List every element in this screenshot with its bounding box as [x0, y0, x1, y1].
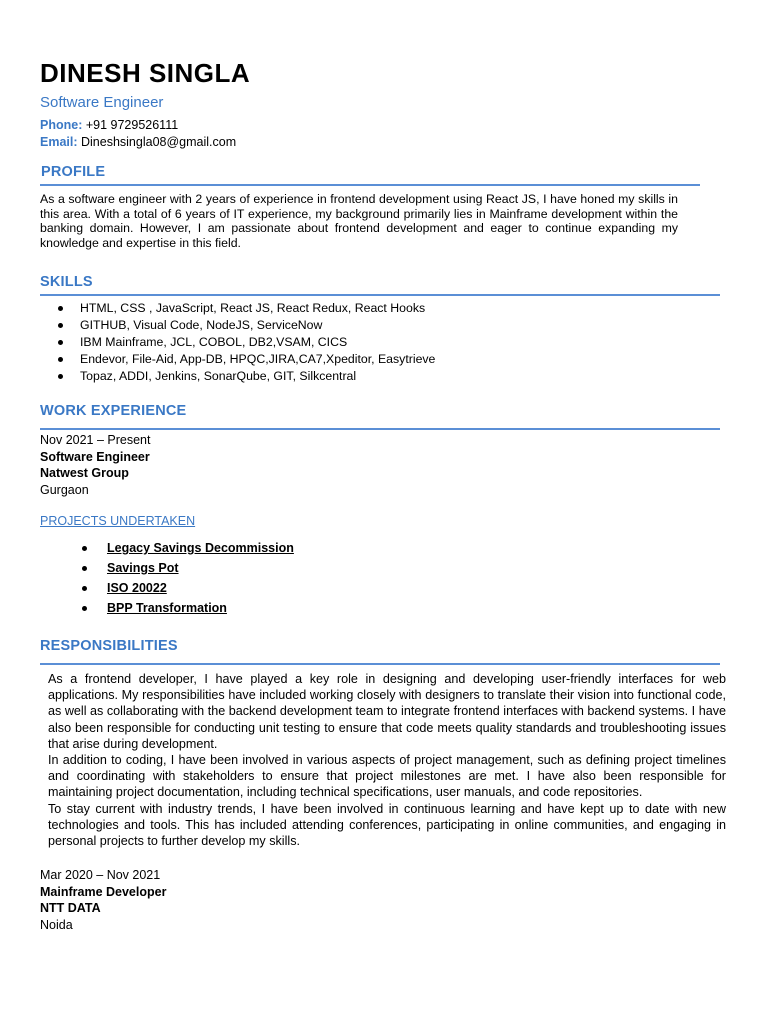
project-name: Savings Pot [107, 561, 179, 575]
job-company: Natwest Group [40, 466, 129, 480]
job-dates: Nov 2021 – Present [40, 433, 151, 447]
skill-item: IBM Mainframe, JCL, COBOL, DB2,VSAM, CICS [56, 334, 435, 351]
skill-item: Topaz, ADDI, Jenkins, SonarQube, GIT, Silkcentral [56, 368, 435, 385]
skill-item: GITHUB, Visual Code, NodeJS, ServiceNow [56, 317, 435, 334]
email-label: Email: [40, 135, 78, 149]
skills-heading: SKILLS [40, 274, 93, 290]
work-heading: WORK EXPERIENCE [40, 403, 187, 419]
project-name: Legacy Savings Decommission [107, 541, 294, 555]
project-name: ISO 20022 [107, 581, 167, 595]
skill-item: Endevor, File-Aid, App-DB, HPQC,JIRA,CA7,Xpeditor, Easytrieve [56, 351, 435, 368]
email-value: Dineshsingla08@gmail.com [81, 135, 237, 149]
project-item [82, 578, 294, 598]
profile-text: As a software engineer with 2 years of experience in frontend development using React JS, I have honed my skills in this area. With a total of 6 years of IT experience, my background primarily lies in Mainframe development within the banking domain. However, I am passionate about frontend development and eager to continue expanding my knowledge and expertise in this field. [40, 192, 678, 250]
job-entry-natwest [40, 432, 151, 498]
profile-divider [40, 184, 700, 186]
skill-item: HTML, CSS , JavaScript, React JS, React Redux, React Hooks [56, 300, 435, 317]
responsibilities-paragraph: In addition to coding, I have been involved in various aspects of project management, such as defining project timelines and coordinating with stakeholders to ensure that project milestones are met. I have also been responsible for maintaining project documentation, including technical specifications, user manuals, and code repositories. [48, 753, 726, 800]
skills-divider [40, 294, 720, 296]
job-location: Noida [40, 917, 73, 932]
projects-list [82, 538, 294, 618]
projects-heading: PROJECTS UNDERTAKEN [40, 514, 196, 528]
work-divider [40, 428, 720, 430]
project-item [82, 598, 294, 618]
job-title: Software Engineer [40, 449, 150, 464]
responsibilities-paragraph: As a frontend developer, I have played a key role in designing and developing user-friendly interfaces for web applications. My responsibilities have included working closely with designers to translate their vision into functional code, as well as collaborating with the backend development team to integrate frontend interfaces with backend systems. I have also been responsible for conducting unit testing to ensure that code meets quality standards and troubleshooting issues that arise during development. [48, 672, 726, 751]
candidate-role: Software Engineer [40, 94, 164, 111]
project-name: BPP Transformation [107, 601, 227, 615]
job-location: Gurgaon [40, 482, 89, 497]
phone-value: +91 9729526111 [85, 118, 179, 132]
job-entry-nttdata [40, 867, 166, 933]
phone-label: Phone: [40, 118, 83, 132]
job-company: NTT DATA [40, 901, 101, 915]
responsibilities-heading: RESPONSIBILITIES [40, 638, 178, 654]
job-title: Mainframe Developer [40, 884, 167, 899]
responsibilities-text [48, 671, 726, 849]
job-dates: Mar 2020 – Nov 2021 [40, 868, 161, 882]
project-item [82, 558, 294, 578]
skills-list [56, 300, 435, 385]
profile-heading: PROFILE [41, 164, 106, 180]
phone-line [40, 118, 178, 132]
candidate-name: DINESH SINGLA [40, 58, 251, 88]
responsibilities-paragraph: To stay current with industry trends, I have been involved in continuous learning and have kept up to date with new technologies and tools. This has included attending conferences, participating in online communities, and engaging in personal projects to further develop my skills. [48, 801, 726, 849]
email-line [40, 135, 236, 149]
project-item [82, 538, 294, 558]
responsibilities-divider [40, 663, 720, 665]
